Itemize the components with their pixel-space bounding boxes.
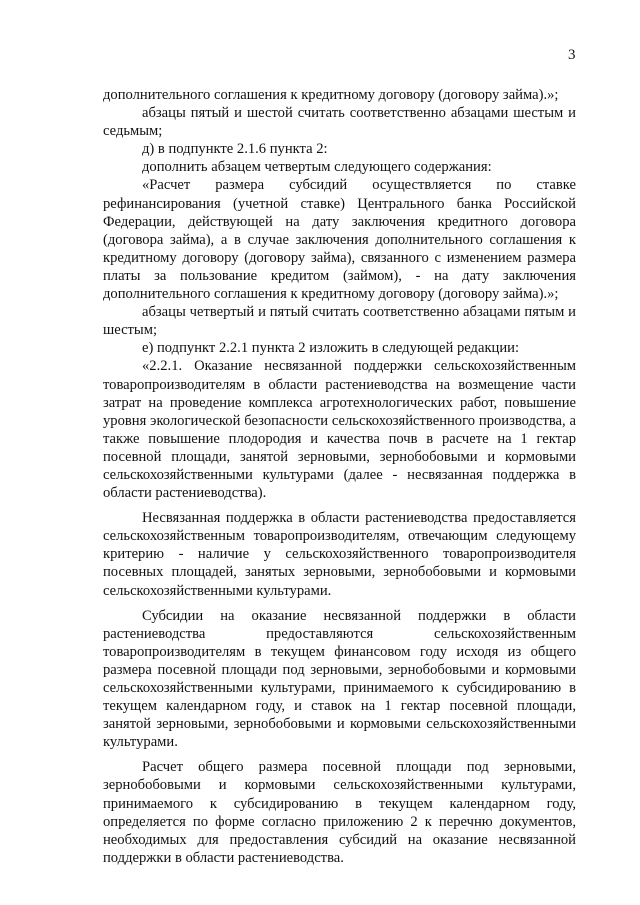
paragraph-p10: Субсидии на оказание несвязанной поддержки в области растениеводства предоставляются сельскохозяйственным товаропроизводителям в текущем финансовом году исходя из общего размера посевной площади под зерновыми, зернобобовыми и кормовыми сельскохозяйственными культурами, принимаемого к субсидированию в текущем календарном году, и ставок на 1 гектар посевной площади, занятой зерновыми, зернобобовыми и кормовыми сельскохозяйственными культурами.: [103, 607, 576, 751]
paragraph-p9: Несвязанная поддержка в области растениеводства предоставляется сельскохозяйственным товаропроизводителям, отвечающим следующему критерию - наличие у сельскохозяйственного товаропроизводителя посевных площадей, занятых зерновыми, зернобобовыми и кормовыми сельскохозяйственными культурами.: [103, 510, 576, 599]
paragraph-p4: дополнить абзацем четвертым следующего содержания:: [142, 159, 492, 176]
paragraph-p3: д) в подпункте 2.1.6 пункта 2:: [142, 141, 328, 158]
paragraph-p11: Расчет общего размера посевной площади под зерновыми, зернобобовыми и кормовыми сельскохозяйственными культурами, принимаемого к субсидированию в текущем календарном году, определяется по форме согласно приложению 2 к перечню документов, необходимых для предоставления субсидий на оказание несвязанной поддержки в области растениеводства.: [103, 759, 576, 866]
paragraph-p5: «Расчет размера субсидий осуществляется по ставке рефинансирования (учетной ставке) Центрального банка Российской Федерации, действующей на дату заключения кредитного договора (договора займа), а в случае заключения дополнительного соглашения к кредитному договору (договору займа), связанного с изменением размера платы за пользование кредитом (займом), - на дату заключения дополнительного соглашения к кредитному договору (договору займа).»;: [103, 177, 576, 303]
paragraph-p2: абзацы пятый и шестой считать соответственно абзацами шестым и седьмым;: [103, 105, 576, 140]
page-number: 3: [568, 47, 576, 63]
paragraph-p6: абзацы четвертый и пятый считать соответственно абзацами пятым и шестым;: [103, 304, 576, 339]
paragraph-p7: е) подпункт 2.2.1 пункта 2 изложить в следующей редакции:: [142, 340, 520, 357]
paragraph-p8: «2.2.1. Оказание несвязанной поддержки сельскохозяйственным товаропроизводителям в области растениеводства на возмещение части затрат на проведение комплекса агротехнологических работ, повышение уровня экологической безопасности сельскохозяйственного производства, а также повышение плодородия и качества почв в расчете на 1 гектар посевной площади, занятой зерновыми, зернобобовыми и кормовыми сельскохозяйственными культурами (далее - несвязанная поддержка в области растениеводства).: [103, 358, 576, 502]
paragraph-p1: дополнительного соглашения к кредитному договору (договору займа).»;: [103, 87, 559, 103]
document-body: [103, 86, 576, 867]
